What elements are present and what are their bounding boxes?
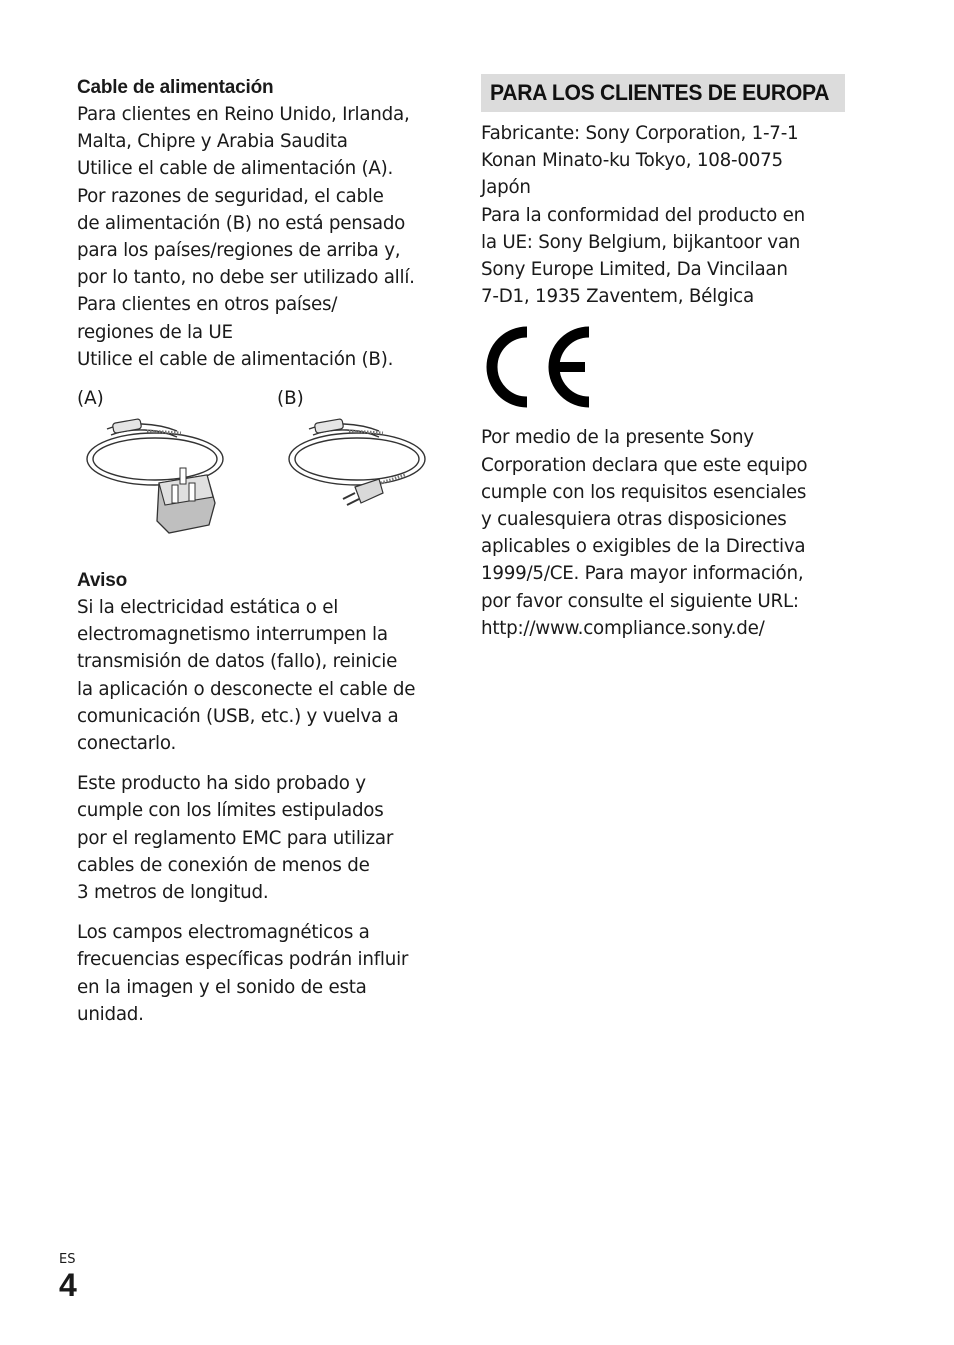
text-line: Fabricante: Sony Corporation, 1-7-1: [481, 123, 799, 144]
text-line: Este producto ha sido probado y: [77, 773, 366, 795]
text-line: regiones de la UE: [77, 321, 233, 343]
text-line: por lo tanto, no debe ser utilizado allí.: [77, 267, 415, 289]
ce-mark-icon: [481, 324, 597, 410]
text-line: Utilice el cable de alimentación (B).: [77, 348, 394, 370]
text-line: transmisión de datos (fallo), reinicie: [77, 651, 398, 673]
text-line: por el reglamento EMC para utilizar: [77, 827, 394, 849]
left-column: [77, 74, 449, 1028]
text-line: cables de conexión de menos de: [77, 854, 370, 876]
figure-cable-b: [277, 387, 437, 543]
text-line: Konan Minato-ku Tokyo, 108-0075: [481, 150, 783, 172]
text-line: Sony Europe Limited, Da Vincilaan: [481, 259, 788, 281]
europe-section-banner: [481, 74, 845, 112]
text-line: comunicación (USB, etc.) y vuelva a: [77, 705, 399, 727]
eu-plug-cable-icon: [277, 413, 437, 543]
uk-plug-cable-icon: [77, 413, 237, 543]
text-line: Malta, Chipre y Arabia Saudita: [77, 131, 348, 153]
text-line: y cualesquiera otras disposiciones: [481, 509, 787, 531]
text-line: unidad.: [77, 1003, 144, 1025]
power-cable-text: [77, 101, 449, 373]
notice-paragraph-2: [77, 770, 449, 906]
text-line: Para clientes en Reino Unido, Irlanda,: [77, 104, 410, 125]
text-line: la aplicación o desconecte el cable de: [77, 678, 416, 700]
power-cable-heading: Cable de alimentación: [77, 77, 274, 98]
text-line: en la imagen y el sonido de esta: [77, 976, 367, 998]
text-line: cumple con los requisitos esenciales: [481, 481, 807, 503]
power-cable-figures: [77, 387, 449, 567]
declaration-text: [481, 424, 849, 642]
figure-label-a: (A): [77, 388, 104, 410]
text-line: Utilice el cable de alimentación (A).: [77, 158, 394, 180]
page-number: 4: [59, 1267, 77, 1303]
text-line: por favor consulte el siguiente URL:: [481, 590, 799, 612]
text-line: conectarlo.: [77, 733, 177, 755]
figure-cable-a: [77, 387, 237, 543]
figure-label-b: (B): [277, 388, 304, 410]
text-line: Si la electricidad estática o el: [77, 597, 339, 619]
text-line: electromagnetismo interrumpen la: [77, 624, 388, 646]
text-line: Corporation declara que este equipo: [481, 454, 808, 476]
language-code: ES: [59, 1252, 76, 1267]
text-line: aplicables o exigibles de la Directiva: [481, 536, 806, 558]
text-line: para los países/regiones de arriba y,: [77, 240, 401, 262]
text-line: 7-D1, 1935 Zaventem, Bélgica: [481, 286, 754, 308]
notice-heading: Aviso: [77, 570, 128, 592]
manufacturer-text: [481, 120, 849, 310]
text-line: Por razones de seguridad, el cable: [77, 185, 384, 207]
text-line: Para clientes en otros países/: [77, 294, 338, 316]
text-line: cumple con los límites estipulados: [77, 800, 384, 822]
text-line: 3 metros de longitud.: [77, 882, 269, 904]
text-line: frecuencias específicas podrán influir: [77, 949, 409, 971]
text-line: Japón: [481, 177, 531, 199]
text-line: Por medio de la presente Sony: [481, 427, 754, 449]
text-line: de alimentación (B) no está pensado: [77, 212, 406, 234]
notice-paragraph-3: [77, 919, 449, 1028]
text-line: la UE: Sony Belgium, bijkantoor van: [481, 231, 801, 253]
right-column: [481, 74, 849, 642]
text-line: Para la conformidad del producto en: [481, 204, 805, 226]
compliance-url: http://www.compliance.sony.de/: [481, 617, 765, 639]
text-line: Los campos electromagnéticos a: [77, 922, 370, 944]
section-title: PARA LOS CLIENTES DE EUROPA: [490, 80, 830, 105]
notice-paragraph-1: [77, 594, 449, 757]
text-line: 1999/5/CE. Para mayor información,: [481, 563, 804, 585]
page-footer: [59, 1252, 77, 1302]
